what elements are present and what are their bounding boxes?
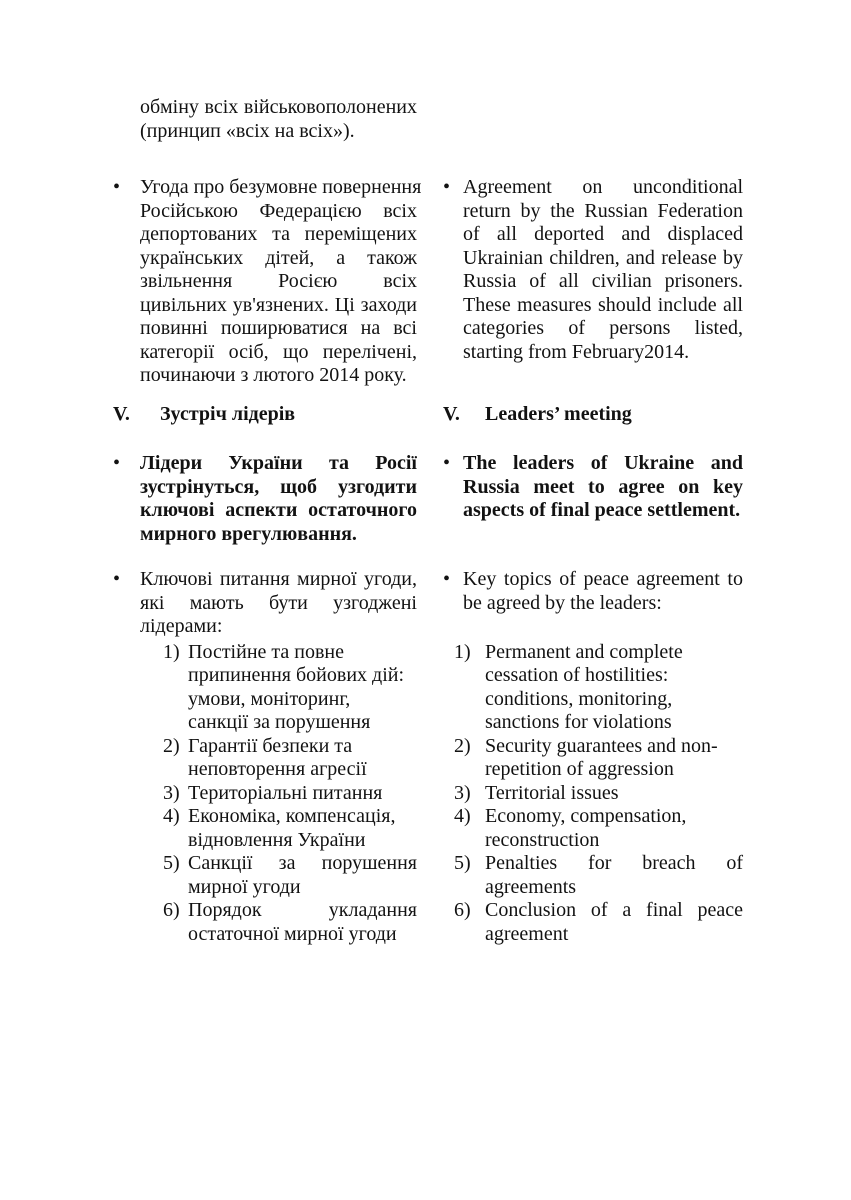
list-text: Санкції за порушення мирної угоди (188, 852, 417, 898)
en-list-item-3 (454, 782, 743, 806)
en-section-title: Leaders’ meeting (485, 402, 632, 425)
list-number: 4) (454, 805, 471, 827)
list-number: 2) (163, 734, 180, 757)
list-number: 6) (163, 899, 180, 921)
list-number: 3) (454, 781, 471, 804)
ua-key-topics-text: Ключові питання мирної угоди, які мають бути узгоджені лідерами: (140, 568, 417, 637)
ua-continuation-paragraph: обміну всіх військовополонених (принцип «всіх на всіх»). (140, 96, 417, 142)
en-list-item-4 (454, 805, 743, 852)
en-leaders-text: The leaders of Ukraine and Russia meet to agree on key aspects of final peace settlement. (463, 452, 743, 521)
row-topics-list (113, 641, 743, 947)
en-section-number: V. (443, 402, 460, 425)
ua-topics-list (113, 641, 417, 947)
row-return-agreement (113, 176, 743, 388)
row-leaders-bold (113, 452, 743, 546)
en-list-item-6 (454, 899, 743, 946)
ua-intro-cell (113, 568, 417, 639)
en-intro-cell (443, 568, 743, 639)
ua-return-cell (113, 176, 422, 388)
ua-leaders-cell (113, 452, 417, 546)
list-number: 5) (163, 852, 180, 874)
ua-list-item-3 (163, 782, 417, 806)
list-number: 2) (454, 734, 471, 757)
en-return-bullet (443, 176, 743, 364)
list-text: Територіальні питання (188, 781, 383, 804)
ua-heading-cell (113, 403, 417, 427)
list-number: 3) (163, 781, 180, 804)
list-text: Permanent and complete cessation of hostilities: conditions, monitoring, sanctions for violations (485, 640, 683, 733)
ua-return-bullet (113, 176, 422, 388)
en-leaders-bullet (443, 452, 743, 523)
document-content (113, 96, 743, 946)
list-number: 4) (163, 805, 180, 827)
en-list-item-5 (454, 852, 743, 899)
en-continuation-cell (443, 96, 743, 143)
en-heading-cell (443, 403, 743, 427)
list-text: Penalties for breach of agreements (485, 852, 743, 898)
en-list-item-1 (454, 641, 743, 735)
ua-section-number: V. (113, 402, 130, 425)
list-text: Security guarantees and non- repetition of aggression (485, 734, 718, 780)
en-key-topics-bullet (443, 568, 743, 615)
en-list-cell (443, 641, 743, 947)
ua-list-item-5 (163, 852, 417, 899)
list-number: 1) (454, 640, 471, 663)
en-leaders-cell (443, 452, 743, 546)
list-text: Гарантії безпеки та неповторення агресії (188, 734, 367, 780)
list-number: 1) (163, 640, 180, 663)
bullet-marker: • (113, 568, 121, 590)
list-text: Economy, compensation, reconstruction (485, 805, 687, 851)
list-text: Порядок укладання остаточної мирної угоди (188, 899, 417, 945)
en-topics-list (443, 641, 743, 947)
list-text: Conclusion of a final peace agreement (485, 899, 743, 945)
ua-continuation-cell (113, 96, 417, 143)
bullet-marker: • (443, 452, 451, 474)
bullet-marker: • (443, 176, 451, 198)
en-list-item-2 (454, 735, 743, 782)
en-key-topics-text: Key topics of peace agreement to be agreed by the leaders: (463, 568, 743, 614)
bullet-marker: • (443, 568, 451, 590)
ua-list-item-1 (163, 641, 417, 735)
ua-list-item-6 (163, 899, 417, 946)
row-continuation (113, 96, 743, 143)
ua-return-text: Угода про безумовне повернення Російською Федерацією всіх депортованих та переміщених українських дітей, а також звільнення Росією всіх цивільних ув'язнених. Ці заходи повинні поширюватися на всі категорії осіб, що перелічені, починаючи з лютого 2014 року. (140, 176, 422, 386)
row-key-topics-intro (113, 568, 743, 639)
en-return-text: Agreement on unconditional return by the Russian Federation of all deported and displaced Ukrainian children, and release by Russia of all civilian prisoners. These measures should include all categories of persons listed, starting from February2014. (463, 176, 743, 363)
ua-section-title: Зустріч лідерів (160, 402, 296, 425)
list-text: Економіка, компенсація, відновлення України (188, 805, 396, 851)
ua-list-item-2 (163, 735, 417, 782)
list-text: Territorial issues (485, 781, 619, 804)
bullet-marker: • (113, 452, 121, 474)
list-number: 5) (454, 852, 471, 874)
en-section-heading (443, 403, 743, 427)
ua-leaders-text: Лідери України та Росії зустрінуться, щоб узгодити ключові аспекти остаточного мирного врегулювання. (140, 452, 417, 545)
ua-leaders-bullet (113, 452, 417, 546)
ua-key-topics-bullet (113, 568, 417, 639)
ua-list-item-4 (163, 805, 417, 852)
ua-section-heading (113, 403, 417, 427)
row-section-heading (113, 403, 743, 427)
ua-list-cell (113, 641, 417, 947)
list-text: Постійне та повне припинення бойових дій: умови, моніторинг, санкції за порушення (188, 640, 405, 733)
en-return-cell (443, 176, 743, 388)
list-number: 6) (454, 899, 471, 921)
bullet-marker: • (113, 176, 121, 198)
